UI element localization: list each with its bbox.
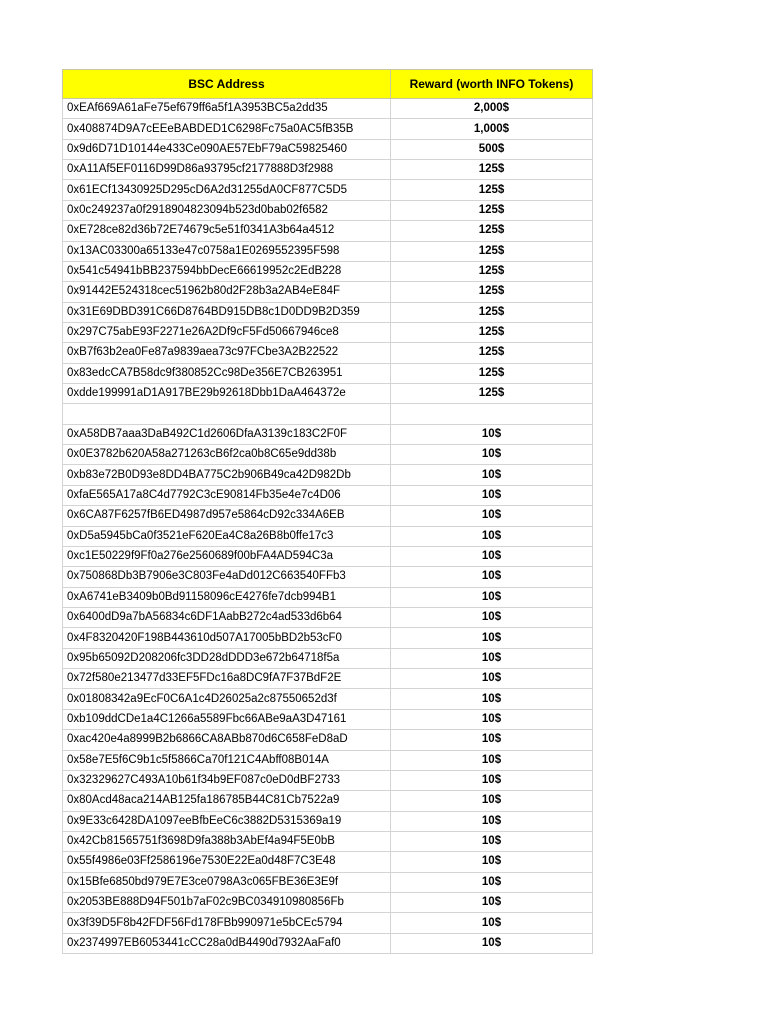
address-cell[interactable] [63,404,391,424]
reward-cell[interactable]: 10$ [391,669,593,689]
address-cell[interactable]: 0x4F8320420F198B443610d507A17005bBD2b53cF0 [63,628,391,648]
reward-cell[interactable]: 10$ [391,689,593,709]
address-cell[interactable]: 0x13AC03300a65133e47c0758a1E0269552395F598 [63,241,391,261]
address-cell[interactable]: 0x58e7E5f6C9b1c5f5866Ca70f121C4Abff08B014A [63,750,391,770]
address-cell[interactable]: 0x15Bfe6850bd979E7E3ce0798A3c065FBE36E3E9f [63,872,391,892]
table-row [63,241,593,261]
reward-cell[interactable]: 125$ [391,282,593,302]
table-row [63,770,593,790]
table-row [63,831,593,851]
table-row [63,404,593,424]
reward-cell[interactable]: 10$ [391,506,593,526]
table-row [63,730,593,750]
header-reward: Reward (worth INFO Tokens) [391,70,593,99]
address-cell[interactable]: 0x72f580e213477d33EF5FDc16a8DC9fA7F37BdF2E [63,669,391,689]
address-cell[interactable]: 0x2053BE888D94F501b7aF02c9BC034910980856Fb [63,893,391,913]
reward-cell[interactable]: 10$ [391,445,593,465]
header-row [63,70,593,99]
table-row [63,791,593,811]
table-row [63,689,593,709]
reward-cell[interactable]: 10$ [391,485,593,505]
address-cell[interactable]: 0xEAf669A61aFe75ef679ff6a5f1A3953BC5a2dd35 [63,99,391,119]
reward-cell[interactable]: 10$ [391,648,593,668]
table-row [63,913,593,933]
reward-cell[interactable]: 125$ [391,221,593,241]
table-row [63,282,593,302]
table-row [63,587,593,607]
address-cell[interactable]: 0x42Cb81565751f3698D9fa388b3AbEf4a94F5E0bB [63,831,391,851]
reward-cell[interactable] [391,404,593,424]
reward-cell[interactable]: 10$ [391,587,593,607]
table-row [63,628,593,648]
table-row [63,180,593,200]
address-cell[interactable]: 0x3f39D5F8b42FDF56Fd178FBb990971e5bCEc5794 [63,913,391,933]
reward-cell[interactable]: 10$ [391,546,593,566]
reward-cell[interactable]: 10$ [391,872,593,892]
reward-cell[interactable]: 125$ [391,302,593,322]
reward-cell[interactable]: 10$ [391,852,593,872]
address-cell[interactable]: 0x9d6D71D10144e433Ce090AE57EbF79aC59825460 [63,139,391,159]
table-row [63,160,593,180]
table-row [63,424,593,444]
reward-cell[interactable]: 10$ [391,465,593,485]
address-cell[interactable]: 0x0E3782b620A58a271263cB6f2ca0b8C65e9dd38b [63,445,391,465]
reward-cell[interactable]: 10$ [391,607,593,627]
reward-cell[interactable]: 10$ [391,811,593,831]
address-cell[interactable]: 0x91442E524318cec51962b80d2F28b3a2AB4eE84F [63,282,391,302]
table-row [63,933,593,953]
table-row [63,302,593,322]
table-row [63,384,593,404]
reward-cell[interactable]: 10$ [391,913,593,933]
address-cell[interactable]: 0x31E69DBD391C66D8764BD915DB8c1D0DD9B2D359 [63,302,391,322]
table-row [63,872,593,892]
reward-cell[interactable]: 2,000$ [391,99,593,119]
table-row [63,709,593,729]
table-row [63,811,593,831]
reward-cell[interactable]: 1,000$ [391,119,593,139]
address-cell[interactable]: 0xA58DB7aaa3DaB492C1d2606DfaA3139c183C2F0F [63,424,391,444]
reward-cell[interactable]: 10$ [391,831,593,851]
address-cell[interactable]: 0x32329627C493A10b61f34b9EF087c0eD0dBF2733 [63,770,391,790]
table-row [63,607,593,627]
address-cell[interactable]: 0xc1E50229f9Ff0a276e2560689f00bFA4AD594C3a [63,546,391,566]
address-cell[interactable]: 0x0c249237a0f2918904823094b523d0bab02f6582 [63,200,391,220]
address-cell[interactable]: 0x408874D9A7cEEeBABDED1C6298Fc75a0AC5fB35B [63,119,391,139]
address-cell[interactable]: 0xA11Af5EF0116D99D86a93795cf2177888D3f2988 [63,160,391,180]
reward-cell[interactable]: 10$ [391,730,593,750]
address-cell[interactable]: 0x297C75abE93F2271e26A2Df9cF5Fd50667946ce8 [63,322,391,342]
table-row [63,343,593,363]
table-row [63,99,593,119]
table-row [63,506,593,526]
table-body [63,99,593,954]
address-cell[interactable]: 0x6CA87F6257fB6ED4987d957e5864cD92c334A6EB [63,506,391,526]
reward-cell[interactable]: 10$ [391,526,593,546]
rewards-table [62,69,593,954]
reward-cell[interactable]: 125$ [391,322,593,342]
reward-cell[interactable]: 10$ [391,770,593,790]
reward-cell[interactable]: 10$ [391,628,593,648]
reward-cell[interactable]: 125$ [391,343,593,363]
table-row [63,363,593,383]
reward-cell[interactable]: 125$ [391,261,593,281]
address-cell[interactable]: 0xb109ddCDe1a4C1266a5589Fbc66ABe9aA3D47161 [63,709,391,729]
reward-cell[interactable]: 10$ [391,893,593,913]
address-cell[interactable]: 0x80Acd48aca214AB125fa186785B44C81Cb7522a9 [63,791,391,811]
address-cell[interactable]: 0x9E33c6428DA1097eeBfbEeC6c3882D5315369a19 [63,811,391,831]
reward-cell[interactable]: 10$ [391,709,593,729]
table-row [63,445,593,465]
address-cell[interactable]: 0xD5a5945bCa0f3521eF620Ea4C8a26B8b0ffe17c3 [63,526,391,546]
table-row [63,750,593,770]
address-cell[interactable]: 0x541c54941bBB237594bbDecE66619952c2EdB228 [63,261,391,281]
table-row [63,526,593,546]
table-row [63,322,593,342]
address-cell[interactable]: 0x750868Db3B7906e3C803Fe4aDd012C663540FFb3 [63,567,391,587]
table-row [63,485,593,505]
reward-cell[interactable]: 10$ [391,424,593,444]
reward-cell[interactable]: 125$ [391,363,593,383]
reward-cell[interactable]: 125$ [391,241,593,261]
table-row [63,221,593,241]
address-cell[interactable]: 0xA6741eB3409b0Bd91158096cE4276fe7dcb994B1 [63,587,391,607]
table-row [63,893,593,913]
reward-cell[interactable]: 10$ [391,791,593,811]
address-cell[interactable]: 0x55f4986e03Ff2586196e7530E22Ea0d48F7C3E48 [63,852,391,872]
table-row [63,648,593,668]
address-cell[interactable]: 0x61ECf13430925D295cD6A2d31255dA0CF877C5D5 [63,180,391,200]
address-cell[interactable]: 0xE728ce82d36b72E74679c5e51f0341A3b64a4512 [63,221,391,241]
table-row [63,852,593,872]
reward-cell[interactable]: 500$ [391,139,593,159]
address-cell[interactable]: 0x01808342a9EcF0C6A1c4D26025a2c87550652d3f [63,689,391,709]
address-cell[interactable]: 0x2374997EB6053441cCC28a0dB4490d7932AaFaf0 [63,933,391,953]
table-row [63,567,593,587]
address-cell[interactable]: 0xfaE565A17a8C4d7792C3cE90814Fb35e4e7c4D06 [63,485,391,505]
header-bsc-address: BSC Address [63,70,391,99]
reward-cell[interactable]: 125$ [391,384,593,404]
reward-cell[interactable]: 10$ [391,750,593,770]
table-row [63,465,593,485]
reward-cell[interactable]: 10$ [391,933,593,953]
table-row [63,119,593,139]
address-cell[interactable]: 0xac420e4a8999B2b6866CA8ABb870d6C658FeD8aD [63,730,391,750]
reward-cell[interactable]: 125$ [391,160,593,180]
address-cell[interactable]: 0xb83e72B0D93e8DD4BA775C2b906B49ca42D982Db [63,465,391,485]
reward-cell[interactable]: 125$ [391,180,593,200]
table-row [63,669,593,689]
address-cell[interactable]: 0x95b65092D208206fc3DD28dDDD3e672b64718f5a [63,648,391,668]
address-cell[interactable]: 0x83edcCA7B58dc9f380852Cc98De356E7CB263951 [63,363,391,383]
address-cell[interactable]: 0xB7f63b2ea0Fe87a9839aea73c97FCbe3A2B22522 [63,343,391,363]
address-cell[interactable]: 0xdde199991aD1A917BE29b92618Dbb1DaA464372e [63,384,391,404]
address-cell[interactable]: 0x6400dD9a7bA56834c6DF1AabB272c4ad533d6b64 [63,607,391,627]
reward-cell[interactable]: 10$ [391,567,593,587]
table-row [63,139,593,159]
table-row [63,261,593,281]
reward-cell[interactable]: 125$ [391,200,593,220]
table-row [63,546,593,566]
table-row [63,200,593,220]
